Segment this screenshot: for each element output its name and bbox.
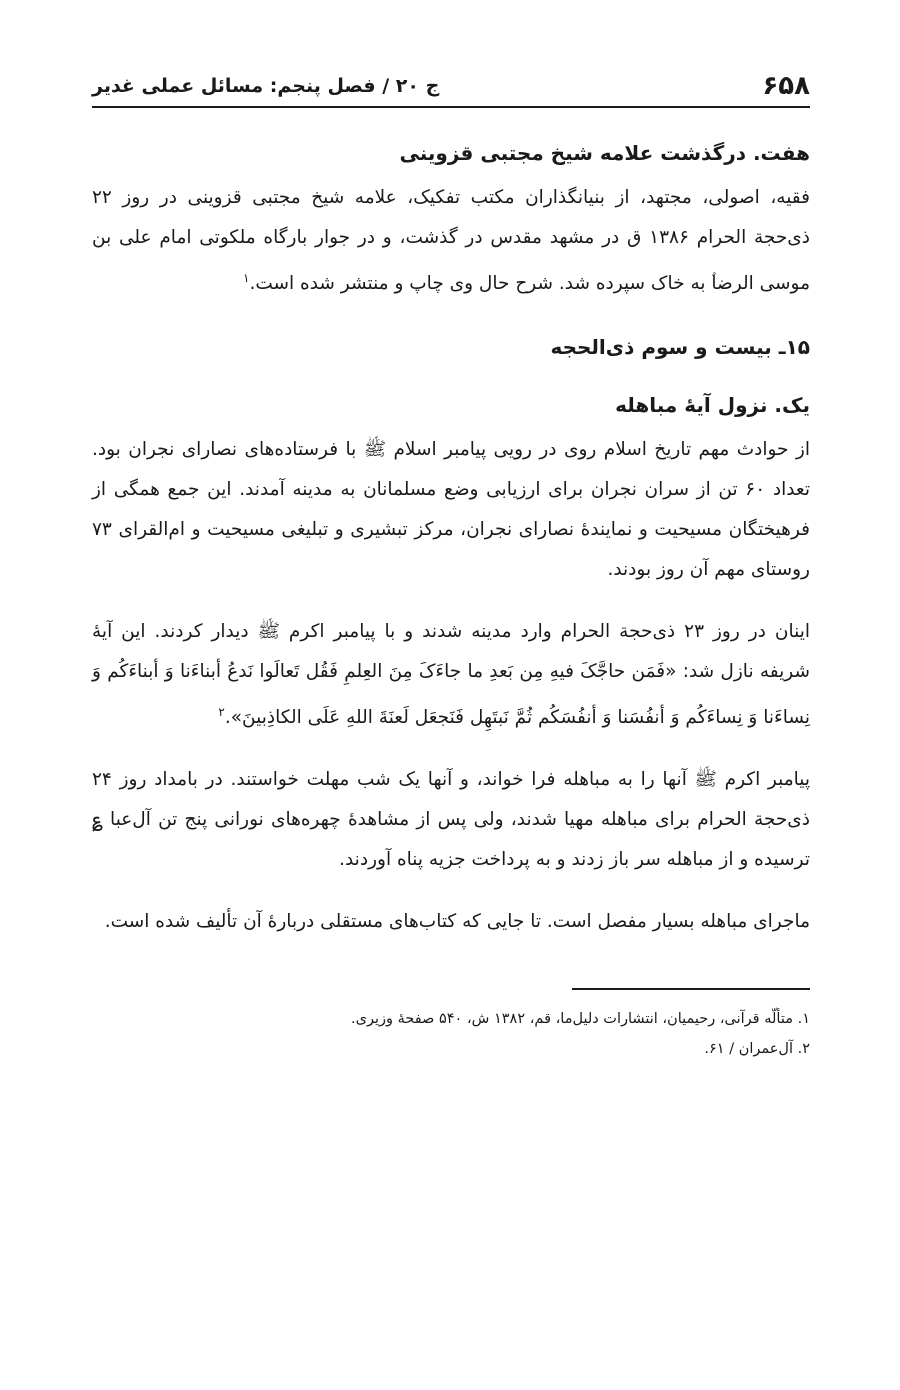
section-heading-one: یک. نزول آیهٔ مباهله	[615, 393, 810, 418]
paragraph-qazvini	[92, 178, 810, 304]
running-head	[92, 58, 810, 108]
footnote-1: ۱. متألّه قرآنی، رحیمیان، انتشارات دلیل‌ما، قم، ۱۳۸۲ ش، ۵۴۰ صفحهٔ وزیری.	[350, 1011, 810, 1028]
footnotes	[92, 990, 810, 1064]
section-heading-seven: هفت. درگذشت علامه شیخ مجتبی قزوینی	[399, 141, 810, 165]
paragraph-najran: از حوادث مهم تاریخ اسلام روی در رویی پیامبر اسلام‌ ﷺ با فرستاده‌های نصارای نجران بود. تعداد ۶۰ تن از سران نجران برای ارزیابی وضع مسلمانان به مدینه آمدند. این جمع همگی از فرهیختگان مسیحیت و نمایندهٔ نصارای نجران، مرکز تبشیری و تبلیغی مسیحیت و ام‌القرای ۷۳ روستای مهم آن روز بودند.	[92, 439, 811, 581]
paragraph-text: فقیه، اصولی، مجتهد، از بنیانگذاران مکتب تفکیک، علامه شیخ مجتبی قزوینی در روز ۲۲ ذی‌حجة الحرام ۱۳۸۶ ق در مشهد مقدس در گذشت، و در جوار بارگاه ملکوتی امام علی بن موسی الرضا‌ؑ به خاک سپرده شد. شرح حال وی چاپ و منتشر شده است.	[92, 187, 810, 295]
footnote-2: ۲. آل‌عمران / ۶۱.	[704, 1041, 810, 1058]
running-head-title: ج ۲۰ / فصل پنجم: مسائل عملی غدیر	[92, 75, 440, 97]
page-number: ۶۵۸	[762, 71, 810, 101]
footnote-ref: ۱	[242, 271, 250, 285]
paragraph-verse	[92, 612, 810, 738]
paragraph-books: ماجرای مباهله بسیار مفصل است. تا جایی که کتاب‌های مستقلی دربارهٔ آن تألیف شده است.	[104, 911, 810, 933]
date-heading: ۱۵ـ بیست و سوم ذی‌الحجه	[550, 335, 810, 360]
paragraph-mubahala: پیامبر اکرم‌ ﷺ آنها را به مباهله فرا خواند، و آنها یک شب مهلت خواستند. در بامداد روز ۲۴ ذی‌حجة الحرام برای مباهله مهیا شدند، ولی پس از مشاهدهٔ چهره‌های نورانی پنج تن آل‌عبا‌ ؏ ترسیده و از مباهله سر باز زدند و به پرداخت جزیه پناه آوردند.	[92, 769, 810, 871]
footnote-ref: ۲	[218, 705, 225, 720]
book-page	[92, 58, 810, 1064]
paragraph-text: اینان در روز ۲۳ ذی‌حجة الحرام وارد مدینه شدند و با پیامبر اکرم‌ ﷺ دیدار کردند. این آیهٔ شریفه نازل شد: «فَمَن حاجَّکَ فیهِ مِن بَعدِ ما جاءَکَ مِنَ العِلمِ فَقُل تَعالَوا نَدعُ أبناءَنا وَ أبناءَکُم وَ نِساءَنا وَ نِساءَکُم وَ أنفُسَنا وَ أنفُسَکُم ثُمَّ نَبتَهِل فَنَجعَل لَعنَةَ اللهِ عَلَی الکاذِبینَ».	[92, 621, 810, 729]
page-body	[92, 108, 810, 942]
